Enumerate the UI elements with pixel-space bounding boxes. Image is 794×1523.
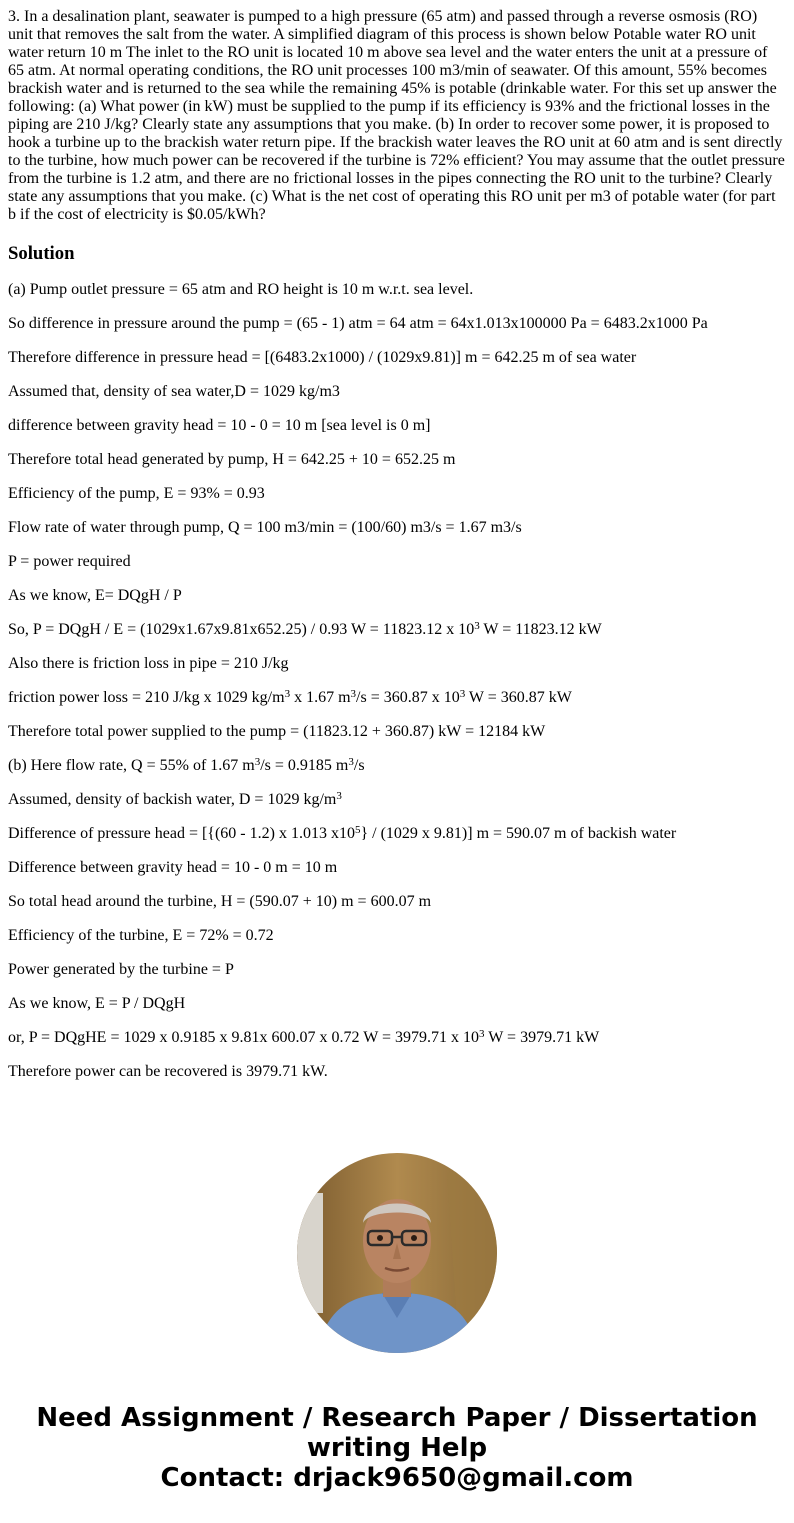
solution-step: So total head around the turbine, H = (590.07 + 10) m = 600.07 m (8, 893, 432, 910)
solution-step: Assumed that, density of sea water,D = 1029 kg/m3 (8, 383, 340, 400)
promo-line: Need Assignment / Research Paper / Dissertation (36, 1403, 758, 1433)
superscript: 3 (348, 756, 354, 768)
solution-step: Efficiency of the pump, E = 93% = 0.93 (8, 485, 265, 502)
main-content (8, 8, 786, 1089)
solution-step: Therefore total power supplied to the pump = (11823.12 + 360.87) kW = 12184 kW (8, 723, 546, 740)
step-text: } / (1029 x 9.81)] m = 590.07 m of backish water (360, 825, 677, 842)
step-text: friction power loss = 210 J/kg x 1029 kg/m (8, 689, 285, 706)
contact-email: Contact: drjack9650@gmail.com (160, 1463, 634, 1493)
promo-line: writing Help (306, 1433, 488, 1463)
solution-step: Also there is friction loss in pipe = 210 J/kg (8, 655, 289, 672)
step-text: or, P = DQgHE = 1029 x 0.9185 x 9.81x 600.07 x 0.72 W = 3979.71 x 10 (8, 1029, 480, 1046)
solution-step (8, 613, 786, 647)
step-text: So, P = DQgH / E = (1029x1.67x9.81x652.25) / 0.93 W = 11823.12 x 10 (8, 621, 475, 638)
solution-step: As we know, E = P / DQgH (8, 995, 186, 1012)
superscript: 3 (474, 620, 480, 632)
solution-step: So difference in pressure around the pump = (65 - 1) atm = 64 atm = 64x1.013x100000 Pa = 6483.2x1000 Pa (8, 315, 708, 332)
step-text: W = 360.87 kW (465, 689, 572, 706)
solution-step (8, 1021, 786, 1055)
superscript: 3 (459, 688, 466, 700)
step-text: /s = 0.9185 m (260, 757, 349, 774)
solution-step (8, 681, 786, 715)
solution-step: As we know, E= DQgH / P (8, 587, 182, 604)
solution-step: (a) Pump outlet pressure = 65 atm and RO height is 10 m w.r.t. sea level. (8, 281, 474, 298)
step-text: (b) Here flow rate, Q = 55% of 1.67 m (8, 757, 255, 774)
solution-step: Therefore power can be recovered is 3979.71 kW. (8, 1063, 328, 1080)
step-text: /s = 360.87 x 10 (356, 689, 460, 706)
step-text: x 1.67 m (290, 689, 351, 706)
solution-step (8, 749, 786, 783)
step-text: Assumed, density of backish water, D = 1029 kg/m (8, 791, 337, 808)
solution-step: Therefore difference in pressure head = [(6483.2x1000) / (1029x9.81)] m = 642.25 m of sea water (8, 349, 637, 366)
step-text: Difference of pressure head = [{(60 - 1.2) x 1.013 x10 (8, 825, 355, 842)
solution-step: Therefore total head generated by pump, H = 642.25 + 10 = 652.25 m (8, 451, 456, 468)
solution-step (8, 817, 786, 851)
superscript: 3 (284, 688, 291, 700)
question-text: 3. In a desalination plant, seawater is pumped to a high pressure (65 atm) and passed through a reverse osmosis (RO) unit that removes the salt from the water. A simplified diagram of this process is shown below Potable water RO unit water return 10 m The inlet to the RO unit is located 10 m above sea level and the water enters the unit at a pressure of 65 atm. At normal operating conditions, the RO unit processes 100 m3/min of seawater. Of this amount, 55% becomes brackish water and is returned to the sea while the remaining 45% is potable (drinkable water. For this set up answer the following: (a) What power (in kW) must be supplied to the pump if its efficiency is 93% and the frictional losses in the piping are 210 J/kg? Clearly state any assumptions that you make. (b) In order to recover some power, it is proposed to hook a turbine up to the brackish water return pipe. If the brackish water leaves the RO unit at 60 atm and is sent directly to the turbine, how much power can be recovered if the turbine is 72% efficient? You may assume that the outlet pressure from the turbine is 1.2 atm, and there are no frictional losses in the pipes connecting the RO unit to the turbine? Clearly state any assumptions that you make. (c) What is the net cost of operating this RO unit per m3 of potable water (for part b if the cost of electricity is $0.05/kWh? (8, 8, 785, 223)
promo-footer (0, 1403, 794, 1493)
step-text: W = 3979.71 kW (484, 1029, 600, 1046)
solution-step (8, 783, 786, 817)
superscript: 3 (254, 756, 261, 768)
solution-step: Difference between gravity head = 10 - 0 m = 10 m (8, 859, 338, 876)
step-text: W = 11823.12 kW (479, 621, 602, 638)
tutor-portrait-photo (297, 1153, 497, 1353)
solution-step: P = power required (8, 553, 131, 570)
solution-heading: Solution (8, 243, 75, 264)
tutor-portrait-icon (297, 1153, 497, 1353)
solution-step: Power generated by the turbine = P (8, 961, 234, 978)
superscript: 3 (479, 1028, 485, 1040)
solution-step: Efficiency of the turbine, E = 72% = 0.72 (8, 927, 274, 944)
superscript: 3 (336, 790, 342, 802)
solution-step: difference between gravity head = 10 - 0 = 10 m [sea level is 0 m] (8, 417, 431, 434)
solution-step: Flow rate of water through pump, Q = 100 m3/min = (100/60) m3/s = 1.67 m3/s (8, 519, 522, 536)
step-text: /s (353, 757, 365, 774)
solution-steps (8, 273, 786, 1089)
superscript: 5 (354, 824, 361, 836)
superscript: 3 (350, 688, 357, 700)
